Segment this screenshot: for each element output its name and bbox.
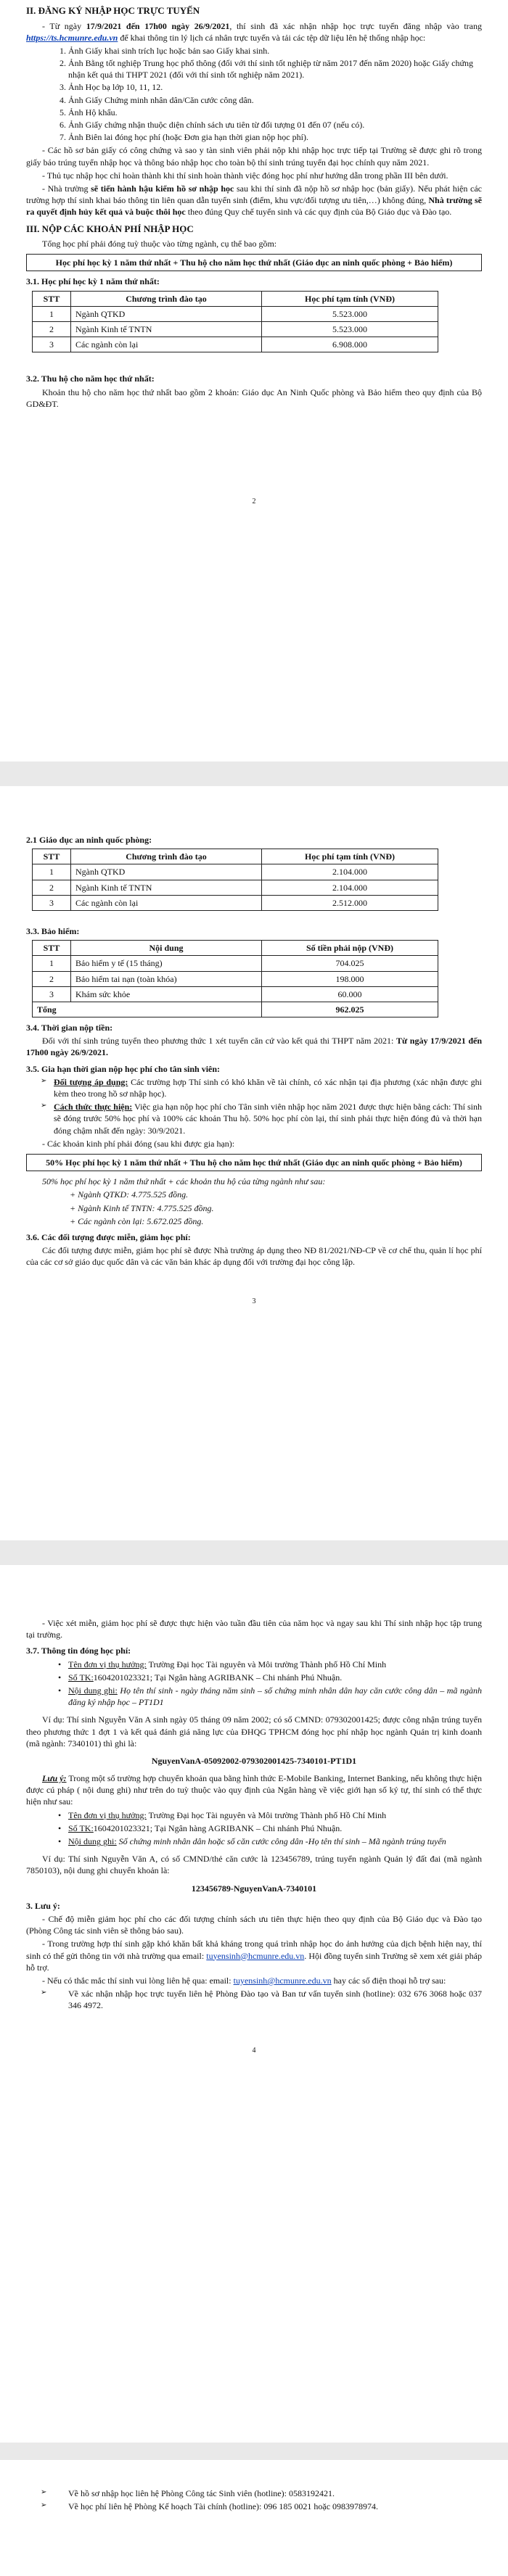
table-row: 3 Các ngành còn lại 6.908.000 (33, 337, 438, 352)
page-separator (0, 1540, 508, 1565)
list-item: 7. Ảnh Biên lai đóng học phí (hoặc Đơn gia hạn thời gian nộp học phí). (68, 131, 482, 143)
table-header: Nội dung (71, 941, 262, 956)
table-row: 2 Ngành Kinh tế TNTN 5.523.000 (33, 322, 438, 337)
table-row: 2 Bảo hiểm tai nạn (toàn khóa) 198.000 (33, 971, 438, 986)
table-header: Số tiền phải nộp (VNĐ) (262, 941, 438, 956)
page-4 (0, 1565, 508, 2576)
section-heading-fees: III. NỘP CÁC KHOẢN PHÍ NHẬP HỌC (26, 223, 194, 234)
list-item: 4. Ảnh Giấy Chứng minh nhân dân/Căn cước công dân. (68, 94, 482, 106)
table-row: 1 Ngành QTKD 2.104.000 (33, 864, 438, 880)
required-documents-list (26, 45, 482, 144)
after-extension-paragraph: - Các khoản kinh phí phải đóng (sau khi được gia hạn): (42, 1138, 235, 1149)
table-row: 3 Khám sức khỏe 60.000 (33, 986, 438, 1002)
payment-time-paragraph: Đối với thí sinh trúng tuyển theo phương thức 1 xét tuyển căn cứ vào kết quả thi THPT năm 2021: Từ ngày 17/9/2021 đến 17h00 ngày 26/9/2021. (26, 1036, 482, 1058)
hotline-item: ➢ Về học phí liên hệ Phòng Kế hoạch Tài chính (hotline): 096 185 0021 hoặc 0983978974. (26, 2501, 482, 2512)
amount-others: + Các ngành còn lại: 5.672.025 đồng. (70, 1215, 204, 1226)
note-2: - Trong trường hợp thí sinh gặp khó khăn bất khả kháng trong quá trình nhập học do ảnh hưởng của dịch bệnh hiện nay, thí sinh có thể gửi thông tin với nhà trường qua email: tuyensinh@hcmunre.edu.vn. Hội đồng tuyển sinh Trường sẽ xem xét giải pháp hỗ trợ. (26, 1939, 482, 1973)
section-heading-registration: II. ĐĂNG KÝ NHẬP HỌC TRỰC TUYẾN (26, 5, 200, 16)
account-number-item: • Số TK:1604201023321; Tại Ngân hàng AGRIBANK – Chi nhánh Phú Nhuận. (26, 1672, 482, 1683)
table-row: 2 Ngành Kinh tế TNTN 2.104.000 (33, 880, 438, 895)
admission-portal-link[interactable]: https://ts.hcmunre.edu.vn (26, 32, 118, 43)
subheading-3-7: 3.7. Thông tin đóng học phí: (26, 1646, 131, 1656)
note-3: - Nếu có thắc mắc thí sinh vui lòng liên hệ qua: email: tuyensinh@hcmunre.edu.vn hay các số điện thoại hỗ trợ sau: (42, 1975, 446, 1986)
email-link[interactable]: tuyensinh@hcmunre.edu.vn (233, 1975, 332, 1986)
list-item: 3. Ảnh Học bạ lớp 10, 11, 12. (68, 81, 482, 93)
table-header: Học phí tạm tính (VNĐ) (262, 291, 438, 306)
extension-amounts-intro: 50% học phí học kỳ 1 năm thứ nhất + các khoản thu hộ của từng ngành như sau: (42, 1176, 326, 1187)
list-item: 2. Ảnh Bằng tốt nghiệp Trung học phổ thông (đối với thí sinh tốt nghiệp từ năm 2017 đến năm 2020) hoặc Giấy chứng nhận kết quả thi THPT 2021 (đối với thí sinh tốt nghiệp năm 2021). (68, 57, 482, 80)
page-separator (0, 2443, 508, 2460)
table-header: Chương trình đào tạo (71, 291, 262, 306)
subheading-3-5: 3.5. Gia hạn thời gian nộp học phí cho tân sinh viên: (26, 1063, 221, 1074)
table-header: Chương trình đào tạo (71, 849, 262, 864)
subheading-3-1: 3.1. Học phí học kỳ 1 năm thứ nhất: (26, 276, 160, 287)
note-1: - Chế độ miễn giảm học phí cho các đối tượng chính sách ưu tiên thực hiện theo quy định của Bộ Giáo dục và Đào tạo (Phòng Công tác sinh viên sẽ thông báo sau). (26, 1913, 482, 1936)
hotline-item: ➢ Về xác nhận nhập học trực tuyến liên hệ Phòng Đào tạo và Ban tư vấn tuyển sinh (hotline): 032 676 3068 hoặc 037 346 4972. (26, 1988, 482, 2011)
page-number: 4 (252, 2047, 256, 2055)
defense-education-table (32, 849, 438, 911)
page-2 (0, 0, 508, 761)
method-item: ➢ Cách thức thực hiện: Việc gia hạn nộp học phí cho Tân sinh viên nhập học năm 2021 được thực hiện bằng cách: Thí sinh sẽ đóng trước 50% học phí và 100% các khoản Thu hộ. 50% học phí còn lại, thí sinh phải thực hiện đóng đủ và thời hạn đóng chậm nhất đến ngày: 30/9/2021. (26, 1101, 482, 1136)
amount-qtkd: + Ngành QTKD: 4.775.525 đồng. (70, 1189, 189, 1200)
registration-paragraph: - Từ ngày 17/9/2021 đến 17h00 ngày 26/9/2021, thí sinh đã xác nhận nhập học trực tuyến đăng nhập vào trang https://ts.hcmunre.edu.vn để khai thông tin lý lịch cá nhân trực tuyến và tải các tệp dữ liệu lên hệ thống nhập học: (26, 20, 482, 43)
account-number-item: • Số TK:1604201023321; Tại Ngân hàng AGRIBANK – Chi nhánh Phú Nhuận. (26, 1822, 482, 1834)
beneficiary-item: • Tên đơn vị thụ hưởng: Trường Đại học Tài nguyên và Môi trường Thành phố Hồ Chí Minh (26, 1809, 482, 1821)
paper-documents-paragraph: - Các hồ sơ bản giấy có công chứng và sao y tàn sinh viên phải nộp khi nhập học trực tiếp tại Trường sẽ được ghi rõ trong giấy báo trúng tuyển nhập học và thông báo nhập học cho toàn bộ thí sinh trúng tuyển đại học chính quy năm 2021. (26, 145, 482, 168)
example-paragraph-2: Ví dụ: Thí sinh Nguyễn Văn A, có số CMND/thẻ căn cước là 123456789, trúng tuyển ngành Quản lý đất đai (mã ngành 7850103), nội dung ghi chuyển khoản là: (26, 1854, 482, 1876)
exemption-paragraph: Các đối tượng được miễn, giảm học phí sẽ được Nhà trường áp dụng theo NĐ 81/2021/NĐ-CP về cơ chế thu, quản lí học phí của các cơ sở giáo dục quốc dân và các văn bản khác áp dụng đối với trường đại học công lập. (26, 1245, 482, 1268)
note-paragraph: Lưu ý: Trong một số trường hợp chuyển khoản qua bằng hình thức E-Mobile Banking, Internet Banking, nếu không thực hiện được cú pháp ( nội dung ghi) như trên do tuỳ thuộc vào quy định của Ngân hàng về việc giới hạn số ký tự, thí sinh có thể thực hiện như sau: (26, 1773, 483, 1807)
subheading-3-6: 3.6. Các đối tượng được miễn, giảm học phí: (26, 1231, 191, 1242)
extension-fee-box: 50% Học phí học kỳ 1 năm thứ nhất + Thu hộ cho năm học thứ nhất (Giáo dục an ninh quốc phòng + Bảo hiểm) (26, 1154, 482, 1171)
table-row: 1 Bảo hiểm y tế (15 tháng) 704.025 (33, 956, 438, 971)
subheading-3-4: 3.4. Thời gian nộp tiền: (26, 1023, 113, 1033)
collection-paragraph: Khoản thu hộ cho năm học thứ nhất bao gồm 2 khoản: Giáo dục An Ninh Quốc phòng và Bảo hiểm theo quy định của Bộ GD&ĐT. (26, 387, 482, 409)
example-code: NguyenVanA-05092002-079302001425-7340101-PT1D1 (151, 1755, 357, 1766)
applicable-subjects-item: ➢ Đối tượng áp dụng: Các trường hợp Thí sinh có khó khăn về tài chính, có xác nhận tại địa phương (xác nhận được ghi kèm theo trong hồ sơ nhập học). (26, 1076, 482, 1099)
example-code-2: 123456789-NguyenVanA-7340101 (191, 1883, 317, 1894)
fees-intro: Tổng học phí phải đóng tuỳ thuộc vào từng ngành, cụ thể bao gồm: (42, 239, 277, 249)
table-row: 1 Ngành QTKD 5.523.000 (33, 306, 438, 321)
tuition-table (32, 291, 438, 353)
table-header: STT (33, 941, 71, 956)
table-header: STT (33, 849, 71, 864)
amount-ktnn: + Ngành Kinh tế TNTN: 4.775.525 đồng. (70, 1202, 214, 1213)
list-item: 1. Ảnh Giấy khai sinh trích lục hoặc bản sao Giấy khai sinh. (68, 45, 482, 57)
fee-summary-box: Học phí học kỳ 1 năm thứ nhất + Thu hộ cho năm học thứ nhất (Giáo dục an ninh quốc phòng + Bảo hiểm) (26, 254, 482, 271)
beneficiary-item: • Tên đơn vị thụ hưởng: Trường Đại học Tài nguyên và Môi trường Thành phố Hồ Chí Minh (26, 1659, 482, 1670)
insurance-table (32, 940, 438, 1017)
hotline-item: ➢ Về hồ sơ nhập học liên hệ Phòng Công tác Sinh viên (hotline): 0583192421. (26, 2488, 482, 2499)
exemption-timing-paragraph: - Việc xét miễn, giảm học phí sẽ được thực hiện vào tuần đầu tiên của năm học và ngay sau khi Thí sinh nhập học tập trung tại trường. (26, 1618, 482, 1640)
page-separator (0, 761, 508, 786)
verification-paragraph: - Nhà trường sẽ tiến hành hậu kiểm hồ sơ nhập học sau khi thí sinh đã nộp hồ sơ nhập học (bản giấy). Nếu phát hiện các trường hợp thí sinh khai báo thông tin liên quan dẫn tuyển sinh (điểm, khu vực/đối tượng ưu tiên,…) không đúng, Nhà trường sẽ ra quyết định hủy kết quả và buộc thôi học theo đúng Quy chế tuyển sinh và các quy định của Bộ Giáo dục và Đào tạo. (26, 183, 483, 218)
transfer-content-item: • Nội dung ghi: Số chứng minh nhân dân hoặc số căn cước công dân -Họ tên thí sinh – Mã ngành trúng tuyển (26, 1836, 482, 1847)
notes-heading: 3. Lưu ý: (26, 1900, 60, 1911)
subheading-3-3: 3.3. Bảo hiểm: (26, 925, 80, 936)
page-number: 3 (252, 1297, 256, 1306)
table-total-row: Tổng 962.025 (33, 1002, 438, 1017)
list-item: 6. Ảnh Giấy chứng nhận thuộc diện chính sách ưu tiên từ đối tượng 01 đến 07 (nếu có). (68, 119, 482, 131)
transfer-content-item: • Nội dung ghi: Họ tên thí sinh - ngày tháng năm sinh – số chứng minh nhân dân hay căn cước công dân – mã ngành đăng ký nhập học – PT1D1 (26, 1685, 482, 1708)
subheading-3-2: 3.2. Thu hộ cho năm học thứ nhất: (26, 373, 155, 384)
page-3 (0, 786, 508, 1540)
page-number: 2 (252, 497, 256, 505)
example-paragraph: Ví dụ: Thí sinh Nguyễn Văn A sinh ngày 05 tháng 09 năm 2002; có số CMND: 079302001425; được công nhận trúng tuyển theo phương thức 1 đợt 1 và kết quả đánh giá năng lực của ĐHQG TPHCM đóng học phí nhập học ngành Quản trị kinh doanh (mã ngành: 7340101) thì ghi là: (26, 1714, 482, 1749)
email-link[interactable]: tuyensinh@hcmunre.edu.vn (206, 1950, 305, 1961)
subheading-2-1: 2.1 Giáo dục an ninh quốc phòng: (26, 835, 152, 845)
table-header: STT (33, 291, 71, 306)
list-item: 5. Ảnh Hộ khẩu. (68, 107, 482, 118)
table-row: 3 Các ngành còn lại 2.512.000 (33, 895, 438, 910)
procedure-paragraph: - Thủ tục nhập học chỉ hoàn thành khi thí sinh hoàn thành việc đóng học phí như hướng dẫn trong phần III bên dưới. (42, 170, 448, 181)
table-header: Học phí tạm tính (VNĐ) (262, 849, 438, 864)
